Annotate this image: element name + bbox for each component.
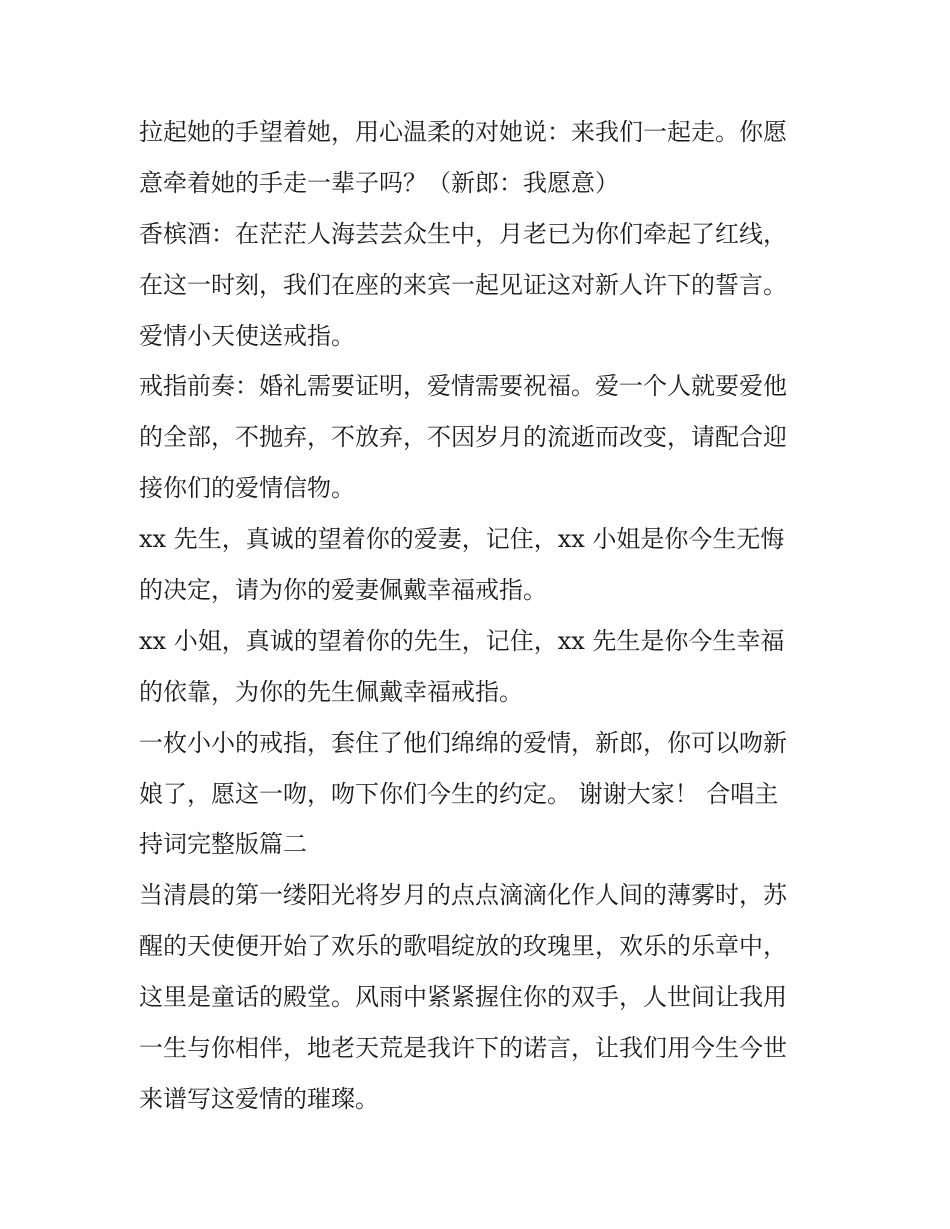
text-line: xx 小姐，真诚的望着你的先生，记住，xx 先生是你今生幸福 (139, 626, 785, 655)
text-line: 这里是童话的殿堂。风雨中紧紧握住你的双手，人世间让我用 (139, 983, 787, 1012)
body-text (139, 107, 839, 1125)
text-line: 的依靠，为你的先生佩戴幸福戒指。 (139, 677, 523, 706)
text-line: 香槟酒：在茫茫人海芸芸众生中，月老已为你们牵起了红线， (139, 219, 787, 248)
text-line: 醒的天使便开始了欢乐的歌唱绽放的玫瑰里，欢乐的乐章中， (139, 932, 787, 961)
text-line: 戒指前奏：婚礼需要证明，爱情需要祝福。爱一个人就要爱他 (139, 372, 787, 401)
text-line: 一枚小小的戒指，套住了他们绵绵的爱情，新郎，你可以吻新 (139, 728, 787, 757)
text-line: 的全部，不抛弃，不放弃，不因岁月的流逝而改变，请配合迎 (139, 423, 787, 452)
text-line: 来谱写这爱情的璀璨。 (139, 1084, 379, 1113)
text-line: 爱情小天使送戒指。 (139, 321, 355, 350)
text-line: xx 先生，真诚的望着你的爱妻，记住，xx 小姐是你今生无悔 (139, 525, 785, 554)
text-line: 接你们的爱情信物。 (139, 474, 355, 503)
text-line: 拉起她的手望着她，用心温柔的对她说：来我们一起走。你愿 (139, 118, 787, 146)
text-line: 当清晨的第一缕阳光将岁月的点点滴滴化作人间的薄雾时，苏 (139, 881, 787, 910)
text-line: 持词完整版篇二 (139, 830, 307, 859)
text-line: 的决定，请为你的爱妻佩戴幸福戒指。 (139, 576, 547, 605)
text-line: 娘了，愿这一吻，吻下你们今生的约定。 谢谢大家！ 合唱主 (139, 779, 779, 808)
text-line: 在这一时刻，我们在座的来宾一起见证这对新人许下的誓言。 (139, 270, 787, 299)
text-line: 一生与你相伴，地老天荒是我许下的诺言，让我们用今生今世 (139, 1034, 787, 1063)
text-line: 意牵着她的手走一辈子吗？（新郎：我愿意） (139, 168, 619, 197)
